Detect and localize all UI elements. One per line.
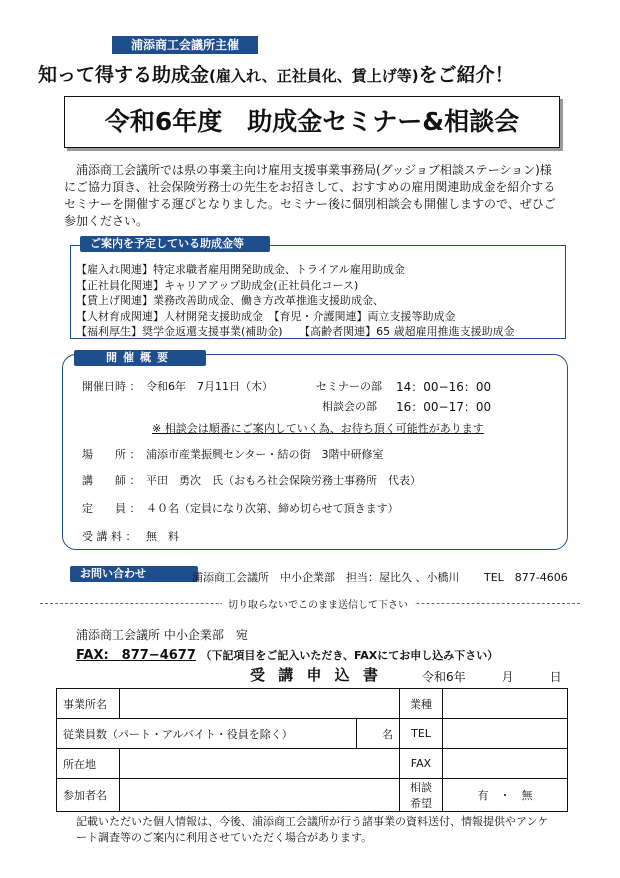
organizer-badge: 浦添商工会議所主催 <box>112 36 258 54</box>
contact-tel: TEL 877-4606 <box>484 571 568 584</box>
contact-text: 浦添商工会議所 中小企業部 担当：屋比久 、小橋川 <box>192 571 460 584</box>
lecturer-label: 講 師 ： <box>82 474 141 487</box>
tel-field[interactable] <box>443 719 568 749</box>
fax-field[interactable] <box>443 749 568 779</box>
grant-line: 【人材育成関連】人材開発支援助成金 【育児・介護関連】両立支援等助成金 <box>76 309 456 323</box>
privacy-note: 記載いただいた個人情報は、今後、浦添商工会議所が行う諸事業の資料送付、情報提供やアンケート調査等のご案内に利用させていただく場合があります。 <box>76 815 549 844</box>
venue-label: 場 所 ： <box>82 448 141 461</box>
fee-label: 受 講 料 ： <box>82 530 137 543</box>
headline-main: 知って得する助成金 <box>38 64 210 86</box>
grants-label: ご案内を予定している助成金等 <box>80 236 270 252</box>
consult-wish-label: 相談希望 <box>400 779 443 812</box>
overview-label: 開催概要 <box>74 350 206 366</box>
fee: 無 料 <box>146 530 179 543</box>
grant-line: 【賃上げ関連】業務改善助成金、働き方改革推進支援助成金、 <box>76 294 384 307</box>
seminar-time: 14：00−16：00 <box>396 380 492 394</box>
lecturer: 平田 勇次 氏（おもろ社会保険労務士事務所 代表） <box>146 474 421 487</box>
company-label: 事業所名 <box>57 689 120 719</box>
cut-instruction: 切り取らないでこのまま送信して下さい <box>222 596 414 611</box>
grant-line: 【福利厚生】奨学金返還支援事業(補助金) 【高齢者関連】65 歳超雇用推進支援助成金 <box>76 325 515 338</box>
consult-wish-options[interactable]: 有 ・ 無 <box>443 779 568 812</box>
industry-label: 業種 <box>400 689 443 719</box>
headline-paren: (雇入れ、正社員化、賃上げ等) <box>209 67 419 85</box>
headline <box>38 60 598 87</box>
fax-note: （下記項目をご記入いただき、FAXにてお申し込み下さい） <box>200 649 499 662</box>
consult-note: ※ 相談会は順番にご案内していく為、お待ち頂く可能性があります <box>152 422 484 435</box>
company-field[interactable] <box>120 689 400 719</box>
grants-list <box>76 262 515 340</box>
form-date[interactable]: 令和6年 月 日 <box>422 670 562 684</box>
employees-label: 従業員数（パート・アルバイト・役員を除く） <box>57 719 357 749</box>
fax-line <box>76 644 498 663</box>
fax-label: FAX <box>400 749 443 779</box>
recipient: 浦添商工会議所 中小企業部 宛 <box>76 628 248 642</box>
event-date: 令和6年 7月11日（木） <box>146 380 273 393</box>
grant-line: 【正社員化関連】キャリアアップ助成金(正社員化コース) <box>76 278 359 292</box>
capacity: ４０名（定員になり次第、締め切らせて頂きます） <box>146 502 399 515</box>
venue: 浦添市産業振興センター・結の街 3階中研修室 <box>146 448 384 461</box>
capacity-label: 定 員 ： <box>82 502 141 515</box>
date-label: 開催日時 ： <box>82 380 141 393</box>
address-label: 所在地 <box>57 749 120 779</box>
headline-tail: をご紹介！ <box>418 64 514 86</box>
industry-field[interactable] <box>443 689 568 719</box>
intro-text: 浦添商工会議所では県の事業主向け雇用支援事業事務局(グッジョブ相談ステーション)様にご協力頂き、社会保険労務士の先生をお招きして、おすすめの雇用関連助成金を紹介するセミナーを開催する運びとなりました。セミナー後に個別相談会も開催しますので、ぜひご参加ください。 <box>64 163 556 228</box>
employees-unit[interactable]: 名 <box>357 719 400 749</box>
participant-label: 参加者名 <box>57 779 120 812</box>
address-field[interactable] <box>120 749 400 779</box>
consult-label: 相談会の部 <box>322 400 377 413</box>
contact-label: お問い合わせ <box>70 566 198 582</box>
fax-number: FAX: 877−4677 <box>76 648 196 663</box>
form-title: 受 講 申 込 書 <box>250 666 382 684</box>
application-form <box>56 688 568 812</box>
participant-field[interactable] <box>120 779 400 812</box>
consult-time: 16：00−17：00 <box>396 400 492 414</box>
tel-label: TEL <box>400 719 443 749</box>
grant-line: 【雇入れ関連】特定求職者雇用開発助成金、トライアル雇用助成金 <box>76 263 405 276</box>
seminar-label: セミナーの部 <box>316 380 382 393</box>
seminar-title: 令和6年度 助成金セミナー&相談会 <box>64 96 560 148</box>
